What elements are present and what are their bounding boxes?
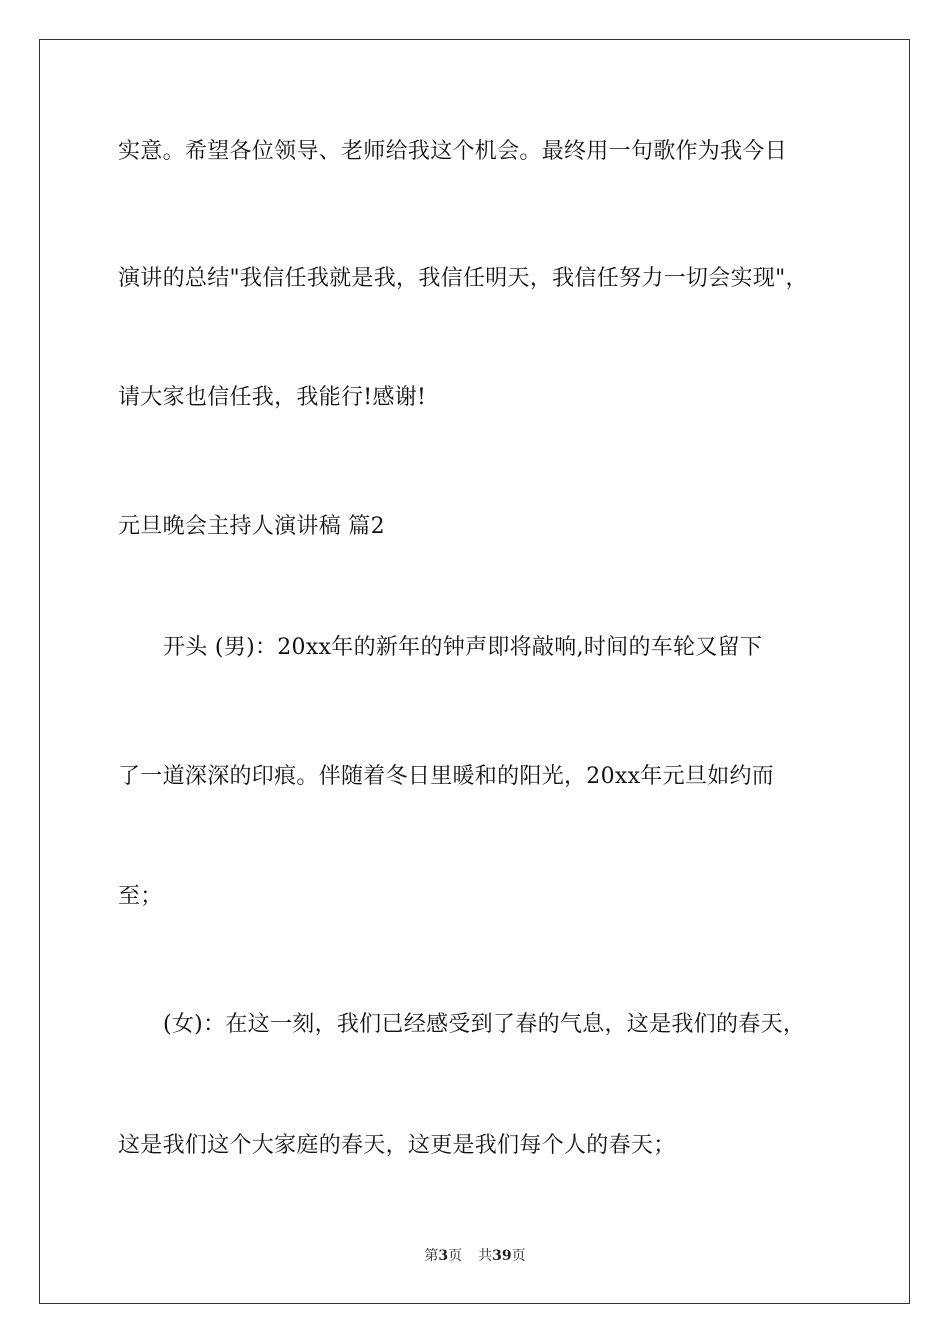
- paragraph-line: 了一道深深的印痕。伴随着冬日里暖和的阳光，20xx年元旦如约而: [118, 764, 775, 789]
- footer-page-suffix: 页: [448, 1248, 463, 1264]
- paragraph-line: 演讲的总结"我信任我就是我，我信任明天，我信任努力一切会实现"，: [118, 266, 808, 291]
- paragraph-line: 开头 (男)：20xx年的新年的钟声即将敲响,时间的车轮又留下: [163, 635, 763, 660]
- footer-total-prefix: 共: [478, 1248, 493, 1264]
- page-border: [39, 39, 910, 1304]
- paragraph-line: 至；: [118, 884, 163, 909]
- paragraph-line: 这是我们这个大家庭的春天，这更是我们每个人的春天；: [118, 1133, 676, 1158]
- footer-total-suffix: 页: [511, 1248, 526, 1264]
- section-heading: 元旦晚会主持人演讲稿 篇2: [118, 514, 385, 539]
- footer-prefix: 第: [424, 1248, 439, 1264]
- current-page-number: 3: [438, 1248, 449, 1264]
- paragraph-line: (女)：在这一刻，我们已经感受到了春的气息，这是我们的春天，: [163, 1012, 806, 1037]
- paragraph-line: 实意。希望各位领导、老师给我这个机会。最终用一句歌作为我今日: [118, 139, 788, 164]
- page-footer: [0, 1246, 950, 1266]
- total-pages-number: 39: [492, 1248, 512, 1264]
- paragraph-line: 请大家也信任我，我能行!感谢!: [118, 385, 427, 410]
